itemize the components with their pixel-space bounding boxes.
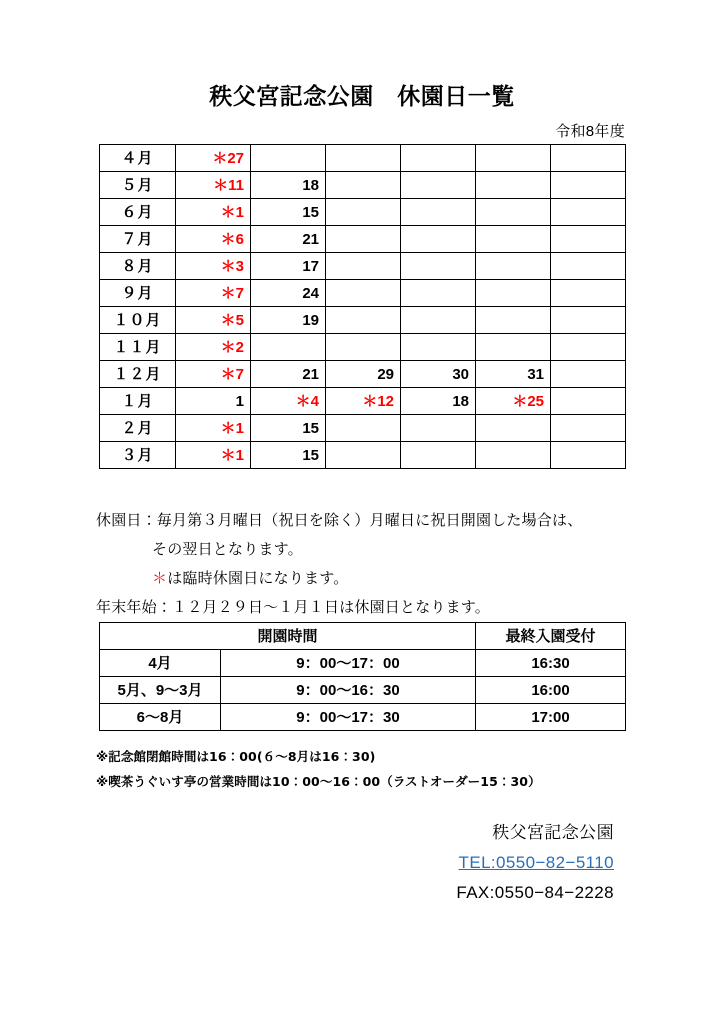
last-entry-value: 16:30 — [476, 650, 626, 677]
closed-day-cell: 21 — [251, 361, 326, 388]
closed-day-cell — [251, 334, 326, 361]
closed-day-cell — [326, 442, 401, 469]
closed-day-cell: ＊25 — [476, 388, 551, 415]
table-row — [100, 650, 626, 677]
closed-day-cell — [551, 226, 626, 253]
telephone-link[interactable]: TEL:0550−82−5110 — [458, 853, 614, 872]
closed-day-cell — [401, 226, 476, 253]
closed-day-cell: 15 — [251, 415, 326, 442]
closed-day-cell — [476, 145, 551, 172]
table-row — [100, 253, 626, 280]
closed-day-cell — [476, 415, 551, 442]
table-header-row — [100, 623, 626, 650]
closed-day-cell — [476, 307, 551, 334]
closed-day-cell — [476, 334, 551, 361]
hours-month-label: 5月、9〜3月 — [100, 677, 221, 704]
closed-day-cell: ＊11 — [176, 172, 251, 199]
closed-day-cell — [326, 334, 401, 361]
closed-day-cell: 29 — [326, 361, 401, 388]
table-row — [100, 199, 626, 226]
month-label: ３月 — [100, 442, 176, 469]
note-line-next-day: その翌日となります。 — [152, 540, 303, 558]
closed-day-cell — [551, 280, 626, 307]
header-last-entry: 最終入園受付 — [476, 623, 626, 650]
closed-day-cell: 21 — [251, 226, 326, 253]
closed-day-cell — [551, 388, 626, 415]
closed-day-cell — [551, 361, 626, 388]
organization-name: 秩父宮記念公園 — [492, 823, 614, 842]
opening-hours-table-body — [100, 650, 626, 731]
note-asterisk-text: は臨時休園日になります。 — [167, 569, 349, 587]
asterisk-mark-icon: ＊ — [152, 569, 168, 587]
month-label: ４月 — [100, 145, 176, 172]
closed-days-table — [99, 144, 626, 469]
month-label: ２月 — [100, 415, 176, 442]
closed-day-cell — [476, 280, 551, 307]
last-entry-value: 17:00 — [476, 704, 626, 731]
closed-day-cell: 1 — [176, 388, 251, 415]
closed-day-cell — [476, 442, 551, 469]
month-label: ８月 — [100, 253, 176, 280]
hours-range-value: 9：00〜17：00 — [221, 650, 476, 677]
note-line-closed-rule: 休園日：毎月第３月曜日（祝日を除く）月曜日に祝日開園した場合は、 — [96, 511, 583, 529]
closed-day-cell: ＊12 — [326, 388, 401, 415]
closed-day-cell: ＊7 — [176, 280, 251, 307]
closed-day-cell — [401, 199, 476, 226]
hours-range-value: 9：00〜17：30 — [221, 704, 476, 731]
table-row — [100, 442, 626, 469]
note-line-new-year: 年末年始：１２月２９日〜１月１日は休園日となります。 — [96, 598, 491, 616]
closed-day-cell — [326, 226, 401, 253]
closed-day-cell — [401, 280, 476, 307]
closed-day-cell — [551, 199, 626, 226]
closed-day-cell — [551, 307, 626, 334]
closed-day-cell: ＊7 — [176, 361, 251, 388]
closed-day-cell — [401, 442, 476, 469]
fax-row — [456, 878, 614, 908]
closed-day-cell — [326, 199, 401, 226]
month-label: ５月 — [100, 172, 176, 199]
month-label: ７月 — [100, 226, 176, 253]
closed-day-cell: 15 — [251, 442, 326, 469]
opening-hours-table — [99, 622, 626, 731]
page-title: 秩父宮記念公園 休園日一覧 — [209, 84, 515, 110]
closed-day-cell: ＊3 — [176, 253, 251, 280]
opening-hours-table-head — [100, 623, 626, 650]
closed-day-cell — [401, 334, 476, 361]
closed-day-cell — [326, 253, 401, 280]
table-row — [100, 677, 626, 704]
table-row — [100, 334, 626, 361]
table-row — [100, 388, 626, 415]
closed-day-cell — [326, 280, 401, 307]
month-label: １１月 — [100, 334, 176, 361]
hours-range-value: 9：00〜16：30 — [221, 677, 476, 704]
closed-day-cell — [401, 415, 476, 442]
closed-day-cell — [401, 253, 476, 280]
closed-day-cell: ＊1 — [176, 442, 251, 469]
closed-day-cell — [401, 172, 476, 199]
closed-day-cell — [326, 307, 401, 334]
closed-day-cell — [551, 172, 626, 199]
closed-day-cell — [401, 307, 476, 334]
note-line-asterisk — [96, 564, 656, 593]
fiscal-year-label: 令和8年度 — [555, 123, 625, 140]
closed-day-cell: 31 — [476, 361, 551, 388]
fax-number: FAX:0550−84−2228 — [456, 883, 614, 902]
table-row — [100, 307, 626, 334]
closed-day-cell — [551, 334, 626, 361]
tel-row — [456, 848, 614, 878]
closed-day-cell: ＊27 — [176, 145, 251, 172]
closed-day-cell — [476, 199, 551, 226]
closed-day-cell — [551, 415, 626, 442]
closed-day-cell: ＊2 — [176, 334, 251, 361]
month-label: ９月 — [100, 280, 176, 307]
closed-day-cell — [401, 145, 476, 172]
closed-day-cell: 30 — [401, 361, 476, 388]
table-row — [100, 361, 626, 388]
closed-day-cell — [551, 145, 626, 172]
table-row — [100, 172, 626, 199]
closed-day-cell: 24 — [251, 280, 326, 307]
table-row — [100, 280, 626, 307]
closed-day-cell: 17 — [251, 253, 326, 280]
footnote-memorial-hall: ※記念館閉館時間は16：00(６〜8月は16：30) — [96, 749, 376, 764]
month-label: ６月 — [100, 199, 176, 226]
closed-day-cell — [551, 253, 626, 280]
hours-month-label: 6〜8月 — [100, 704, 221, 731]
closed-days-table-body — [100, 145, 626, 469]
table-row — [100, 226, 626, 253]
closed-day-cell: ＊4 — [251, 388, 326, 415]
header-open-hours: 開園時間 — [100, 623, 476, 650]
closed-day-cell — [476, 226, 551, 253]
closed-day-cell — [476, 253, 551, 280]
hours-month-label: 4月 — [100, 650, 221, 677]
month-label: １月 — [100, 388, 176, 415]
closed-day-cell: 18 — [401, 388, 476, 415]
month-label: １０月 — [100, 307, 176, 334]
closed-day-cell — [326, 172, 401, 199]
footnotes-block — [96, 744, 696, 794]
closed-day-cell — [476, 172, 551, 199]
table-row — [100, 145, 626, 172]
closed-day-cell — [326, 145, 401, 172]
closed-day-cell — [551, 442, 626, 469]
closed-day-cell — [251, 145, 326, 172]
notes-block — [96, 506, 656, 622]
closed-day-cell: ＊6 — [176, 226, 251, 253]
month-label: １２月 — [100, 361, 176, 388]
closed-day-cell — [326, 415, 401, 442]
closed-day-cell: ＊1 — [176, 199, 251, 226]
table-row — [100, 704, 626, 731]
closed-day-cell: 18 — [251, 172, 326, 199]
last-entry-value: 16:00 — [476, 677, 626, 704]
closed-day-cell: ＊1 — [176, 415, 251, 442]
table-row — [100, 415, 626, 442]
footnote-cafe-hours: ※喫茶うぐいす亭の営業時間は10：00〜16：00（ラストオーダー15：30） — [96, 774, 541, 789]
closed-day-cell: 15 — [251, 199, 326, 226]
closed-day-cell: 19 — [251, 307, 326, 334]
contact-block — [456, 818, 614, 908]
closed-day-cell: ＊5 — [176, 307, 251, 334]
